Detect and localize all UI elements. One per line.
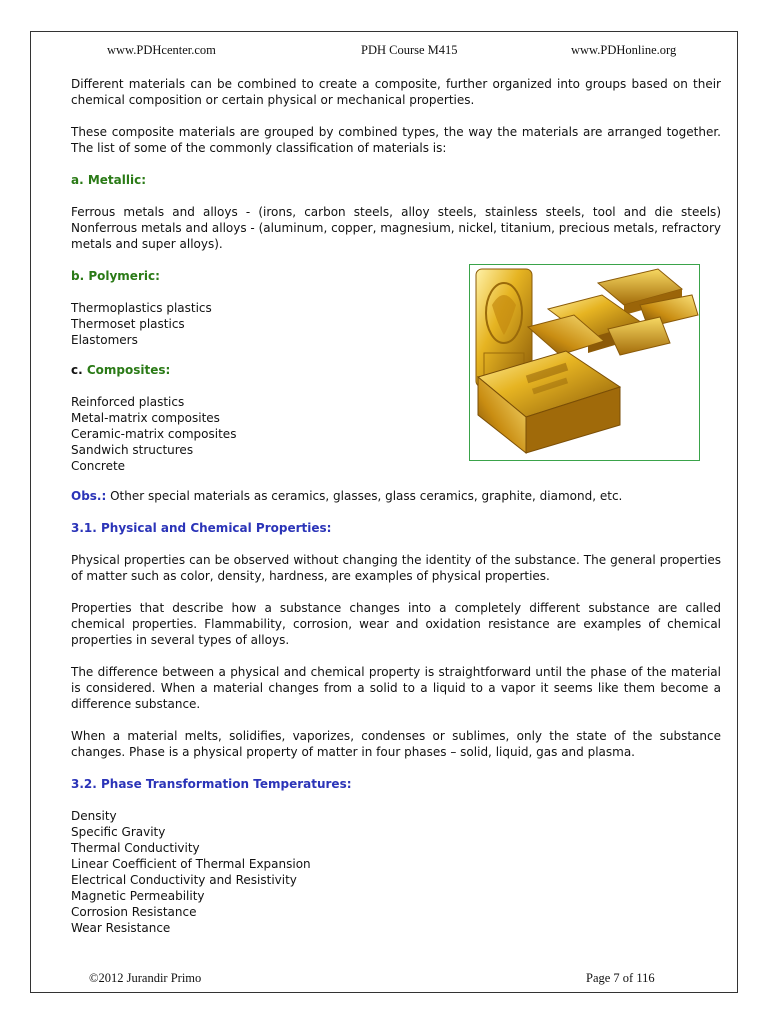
list-item: Density: [71, 809, 117, 823]
list-item: Thermal Conductivity: [71, 841, 200, 855]
section-32-heading: 3.2. Phase Transformation Temperatures:: [71, 777, 352, 791]
section-31-paragraph-3: The difference between a physical and chemical property is straightforward until the phase of the material is considered. When a material changes from a solid to a liquid to a vapor it seems like them become a difference substance.: [71, 665, 721, 711]
section-31-heading: 3.1. Physical and Chemical Properties:: [71, 521, 332, 535]
gold-bars-figure: [469, 264, 700, 461]
list-item: Metal-matrix composites: [71, 411, 220, 425]
intro-paragraph-1: Different materials can be combined to create a composite, further organized into groups based on their chemical composition or certain physical or mechanical properties.: [71, 77, 721, 107]
obs-label: Obs.:: [71, 489, 107, 503]
section-31-paragraph-1: Physical properties can be observed without changing the identity of the substance. The general properties of matter such as color, density, hardness, are examples of physical properties.: [71, 553, 721, 583]
list-item: Ceramic-matrix composites: [71, 427, 237, 441]
header-course: PDH Course M415: [361, 43, 458, 57]
list-item: Corrosion Resistance: [71, 905, 197, 919]
intro-paragraph-2: These composite materials are grouped by combined types, the way the materials are arranged together. The list of some of the commonly classification of materials is:: [71, 125, 721, 155]
header-left-url: www.PDHcenter.com: [107, 43, 216, 57]
header-right-url: www.PDHonline.org: [571, 43, 677, 57]
page-content: [71, 76, 721, 950]
list-item: Thermoset plastics: [71, 317, 185, 331]
list-item: Thermoplastics plastics: [71, 301, 212, 315]
obs-paragraph: [71, 488, 721, 504]
list-item: Reinforced plastics: [71, 395, 185, 409]
list-item: Wear Resistance: [71, 921, 171, 935]
obs-text: Other special materials as ceramics, glasses, glass ceramics, graphite, diamond, etc.: [106, 489, 623, 503]
metallic-text: Ferrous metals and alloys - (irons, carbon steels, alloy steels, stainless steels, tool and die steels) Nonferrous metals and alloys - (aluminum, copper, magnesium, nickel, titanium, precious metals, refractory metals and super alloys).: [71, 205, 721, 251]
metallic-heading: a. Metallic:: [71, 173, 146, 187]
footer-page-number: Page 7 of 116: [586, 971, 655, 985]
list-item: Linear Coefficient of Thermal Expansion: [71, 857, 311, 871]
composites-heading-prefix: c.: [71, 363, 87, 377]
composites-heading-label: Composites:: [86, 363, 171, 377]
properties-list: [71, 808, 721, 936]
list-item: Magnetic Permeability: [71, 889, 205, 903]
list-item: Elastomers: [71, 333, 138, 347]
footer-copyright: ©2012 Jurandir Primo: [89, 971, 202, 985]
list-item: Specific Gravity: [71, 825, 166, 839]
gold-bars-photo-icon: [470, 265, 700, 461]
polymeric-heading: b. Polymeric:: [71, 269, 160, 283]
list-item: Sandwich structures: [71, 443, 194, 457]
list-item: Electrical Conductivity and Resistivity: [71, 873, 297, 887]
list-item: Concrete: [71, 459, 126, 473]
section-31-paragraph-2: Properties that describe how a substance changes into a completely different substance are called chemical properties. Flammability, corrosion, wear and oxidation resistance are examples of chemical properties in several types of alloys.: [71, 601, 721, 647]
section-31-paragraph-4: When a material melts, solidifies, vaporizes, condenses or sublimes, only the state of the substance changes. Phase is a physical property of matter in four phases – solid, liquid, gas and plasma.: [71, 729, 721, 759]
